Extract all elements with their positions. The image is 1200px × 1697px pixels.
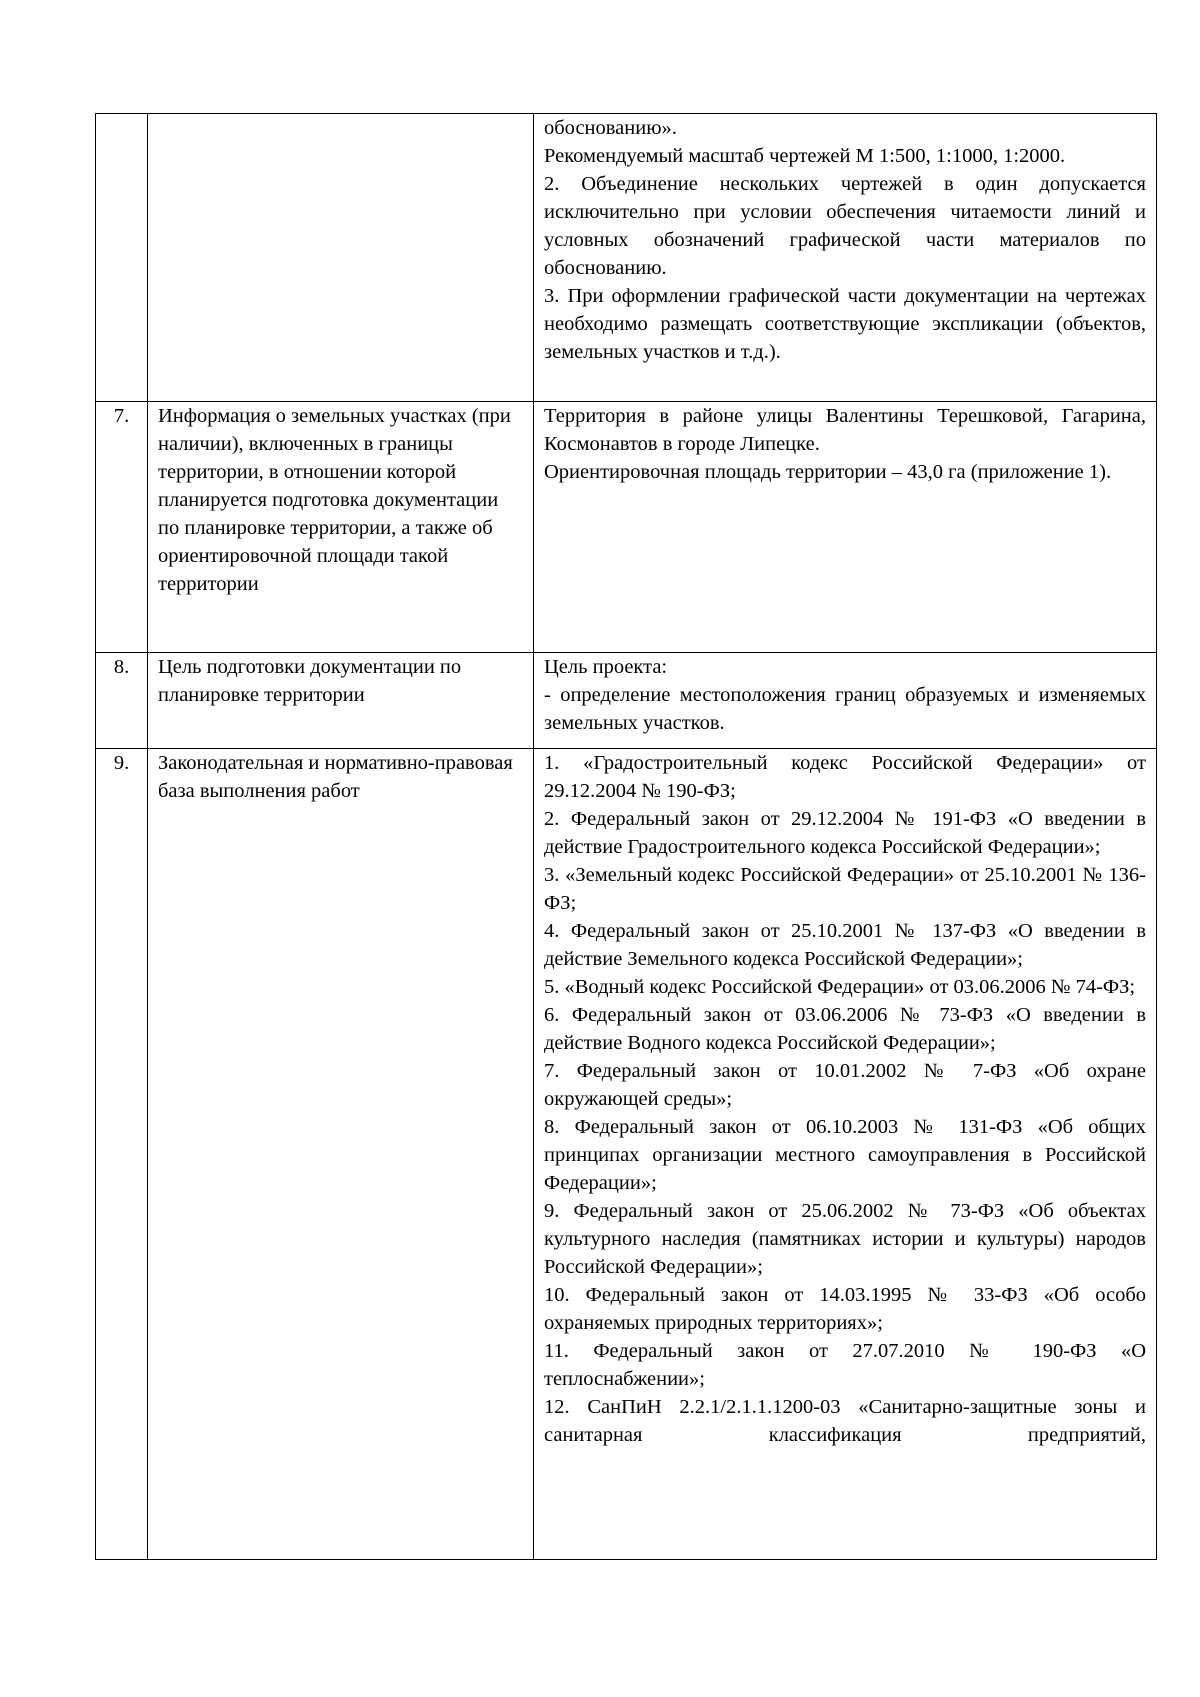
row-title: [148, 749, 534, 1560]
content-paragraph: 2. Федеральный закон от 29.12.2004 № 191-ФЗ «О введении в действие Градостроительного кодекса Российской Федерации»;: [544, 808, 1146, 858]
row-title: [148, 402, 534, 653]
content-paragraph: 9. Федеральный закон от 25.06.2002 № 73-ФЗ «Об объектах культурного наследия (памятниках истории и культуры) народов Российской Федерации»;: [544, 1200, 1146, 1278]
content-paragraph: обоснованию».: [544, 117, 677, 139]
content-paragraph: 10. Федеральный закон от 14.03.1995 № 33-ФЗ «Об особо охраняемых природных территориях»;: [544, 1284, 1146, 1334]
content-paragraph: 8. Федеральный закон от 06.10.2003 № 131-ФЗ «Об общих принципах организации местного самоуправления в Российской Федерации»;: [544, 1116, 1146, 1194]
row-content: [534, 114, 1157, 402]
content-paragraph: 12. СанПиН 2.2.1/2.1.1.1200-03 «Санитарно-защитные зоны и санитарная классификация предприятий,: [544, 1396, 1146, 1446]
content-paragraph: 5. «Водный кодекс Российской Федерации» от 03.06.2006 № 74-ФЗ;: [544, 976, 1136, 998]
content-paragraph: 2. Объединение нескольких чертежей в один допускается исключительно при условии обеспечения читаемости линий и условных обозначений графической части материалов по обоснованию.: [544, 173, 1146, 279]
content-paragraph: 3. «Земельный кодекс Российской Федерации» от 25.10.2001 № 136-ФЗ;: [544, 864, 1146, 914]
content-paragraph: 3. При оформлении графической части документации на чертежах необходимо размещать соответствующие экспликации (объектов, земельных участков и т.д.).: [544, 285, 1146, 363]
content-paragraph: 1. «Градостроительный кодекс Российской Федерации» от 29.12.2004 № 190-ФЗ;: [544, 752, 1146, 802]
table-row: [96, 114, 1157, 402]
table-row: [96, 749, 1157, 1560]
row-content: [534, 653, 1157, 749]
content-paragraph: 7. Федеральный закон от 10.01.2002 № 7-ФЗ «Об охране окружающей среды»;: [544, 1060, 1146, 1110]
content-paragraph: Цель проекта:: [544, 656, 668, 678]
content-paragraph: Рекомендуемый масштаб чертежей М 1:500, 1:1000, 1:2000.: [544, 145, 1066, 167]
row-title-text: Законодательная и нормативно-правовая база выполнения работ: [158, 752, 513, 802]
row-number: 9.: [96, 749, 148, 1560]
table-row: [96, 402, 1157, 653]
content-paragraph: Ориентировочная площадь территории – 43,0 га (приложение 1).: [544, 461, 1112, 483]
row-title-text: Цель подготовки документации по планировке территории: [158, 656, 462, 706]
row-title: [148, 653, 534, 749]
row-title: [148, 114, 534, 402]
row-content: [534, 402, 1157, 653]
content-paragraph: Территория в районе улицы Валентины Терешковой, Гагарина, Космонавтов в городе Липецке.: [544, 405, 1146, 455]
table-row: [96, 653, 1157, 749]
row-number: 7.: [96, 402, 148, 653]
content-paragraph: 6. Федеральный закон от 03.06.2006 № 73-ФЗ «О введении в действие Водного кодекса Российской Федерации»;: [544, 1004, 1146, 1054]
row-number: [96, 114, 148, 402]
content-paragraph: 11. Федеральный закон от 27.07.2010 № 190-ФЗ «О теплоснабжении»;: [544, 1340, 1146, 1390]
row-title-text: Информация о земельных участках (при наличии), включенных в границы территории, в отношении которой планируется подготовка документации по планировке территории, а также об ориентировочной площади такой территории: [158, 405, 511, 595]
row-number: 8.: [96, 653, 148, 749]
row-content: [534, 749, 1157, 1560]
content-paragraph: - определение местоположения границ образуемых и изменяемых земельных участков.: [544, 684, 1146, 734]
requirements-table: [95, 113, 1157, 1560]
content-paragraph: 4. Федеральный закон от 25.10.2001 № 137-ФЗ «О введении в действие Земельного кодекса Российской Федерации»;: [544, 920, 1146, 970]
